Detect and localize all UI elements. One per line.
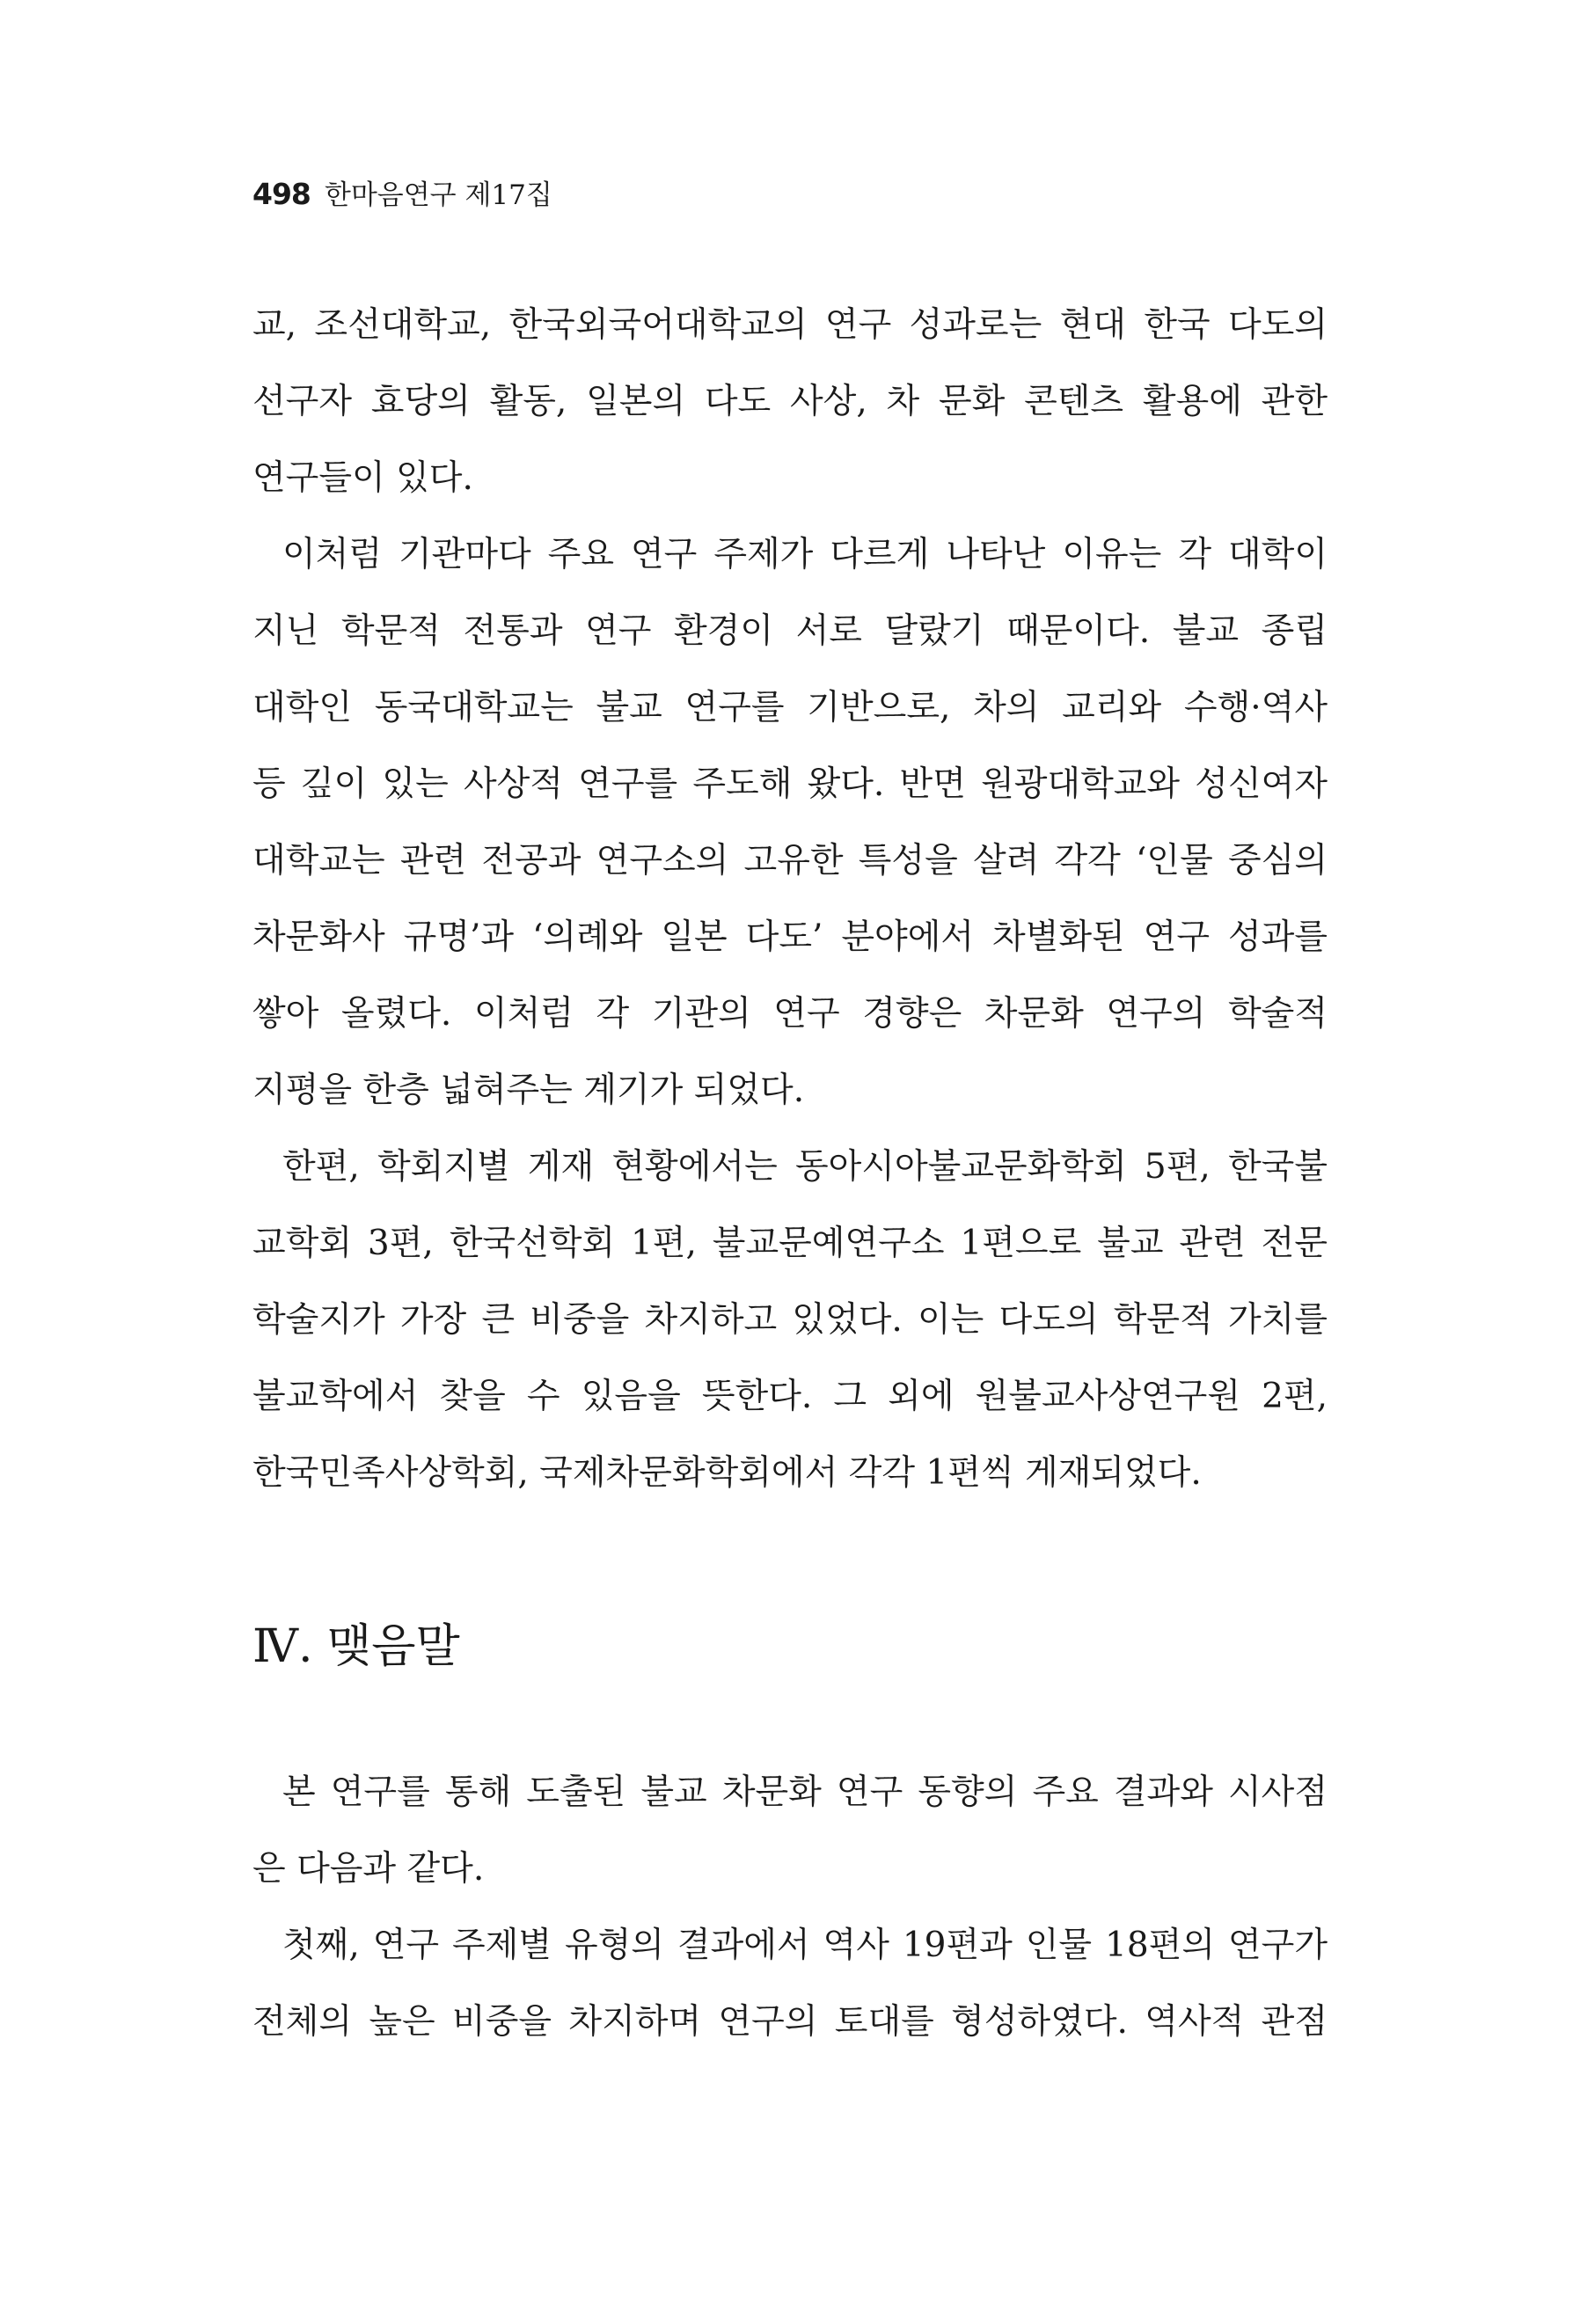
section-heading: Ⅳ. 맺음말 [252,1620,460,1673]
text-line: 한국민족사상학회, 국제차문화학회에서 각각 1편씩 게재되었다. [252,1453,1202,1493]
text-line: 불교학에서 찾을 수 있음을 뜻한다. 그 외에 원불교사상연구원 2편, [252,1377,1328,1416]
text-line: 이처럼 기관마다 주요 연구 주제가 다르게 나타난 이유는 각 대학이 [282,535,1328,574]
text-line: 한편, 학회지별 게재 현황에서는 동아시아불교문화학회 5편, 한국불 [282,1147,1328,1187]
text-line: 대학인 동국대학교는 불교 연구를 기반으로, 차의 교리와 수행·역사 [252,688,1328,727]
text-line: 선구자 효당의 활동, 일본의 다도 사상, 차 문화 콘텐츠 활용에 관한 [252,382,1328,421]
text-line: 등 깊이 있는 사상적 연구를 주도해 왔다. 반면 원광대학교와 성신여자 [252,764,1328,804]
text-line: 연구들이 있다. [252,458,473,498]
text-line: 은 다음과 같다. [252,1849,485,1889]
text-line: 대학교는 관련 전공과 연구소의 고유한 특성을 살려 각각 ‘인물 중심의 [252,841,1328,881]
text-line: 지평을 한층 넓혀주는 계기가 되었다. [252,1071,805,1110]
text-line: 첫째, 연구 주제별 유형의 결과에서 역사 19편과 인물 18편의 연구가 [282,1926,1328,1965]
text-line: 지닌 학문적 전통과 연구 환경이 서로 달랐기 때문이다. 불교 종립 [252,611,1328,651]
text-line: 교, 조선대학교, 한국외국어대학교의 연구 성과로는 현대 한국 다도의 [252,305,1328,345]
running-header [252,172,552,216]
journal-title: 한마음연구 제17집 [324,179,552,211]
text-line: 쌓아 올렸다. 이처럼 각 기관의 연구 경향은 차문화 연구의 학술적 [252,994,1328,1034]
text-line: 본 연구를 통해 도출된 불교 차문화 연구 동향의 주요 결과와 시사점 [282,1772,1328,1812]
text-line: 교학회 3편, 한국선학회 1편, 불교문예연구소 1편으로 불교 관련 전문 [252,1224,1328,1263]
text-line: 전체의 높은 비중을 차지하며 연구의 토대를 형성하였다. 역사적 관점 [252,2002,1328,2042]
text-line: 학술지가 가장 큰 비중을 차지하고 있었다. 이는 다도의 학문적 가치를 [252,1300,1328,1340]
text-line: 차문화사 규명’과 ‘의례와 일본 다도’ 분야에서 차별화된 연구 성과를 [252,917,1328,957]
page-number: 498 [252,177,311,211]
